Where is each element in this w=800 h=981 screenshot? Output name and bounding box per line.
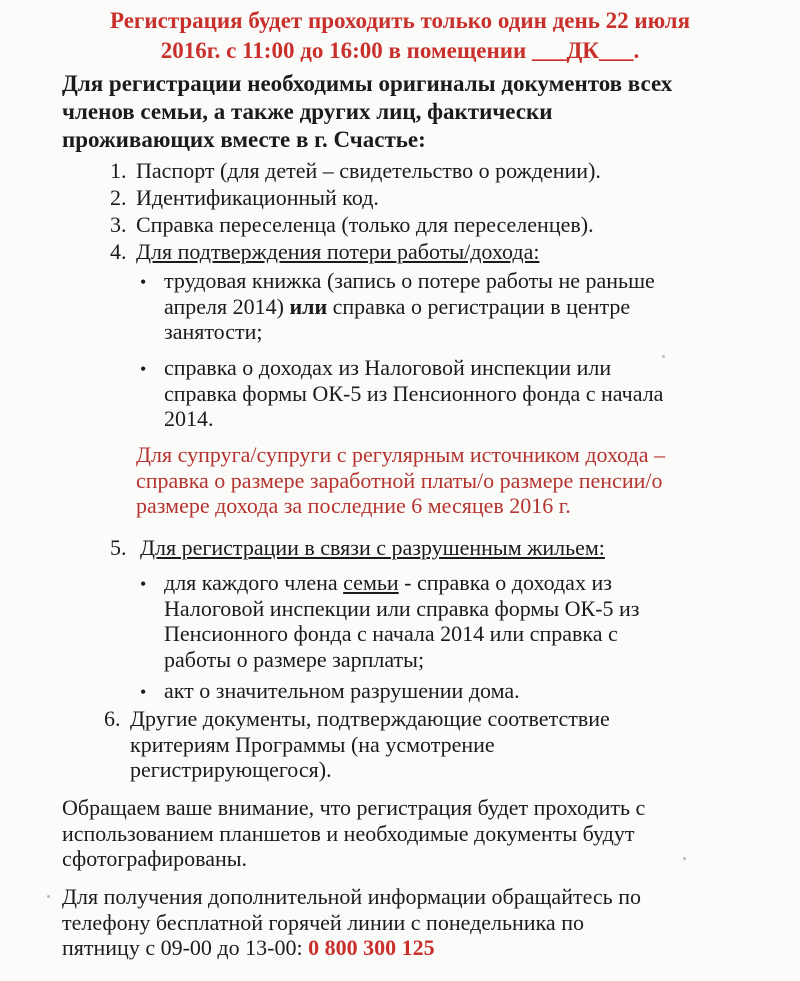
item-text: Справка переселенца (только для переселенцев). xyxy=(136,212,594,237)
item-text xyxy=(130,706,610,783)
bullet-destruction-act: акт о значительном разрушении дома. xyxy=(164,678,520,703)
item-number: 6. xyxy=(104,706,121,731)
bullet-line xyxy=(164,294,655,320)
scan-speck xyxy=(683,857,686,860)
bullet-line: справка о доходах из Налоговой инспекции или xyxy=(164,355,612,380)
intro-line-2: членов семьи, а также других лиц, фактически xyxy=(62,99,553,124)
note-line: размере дохода за последние 6 месяцев 2016 г. xyxy=(136,493,571,518)
scan-speck xyxy=(662,355,665,358)
tablet-notice-paragraph xyxy=(62,795,645,872)
contact-line: Для получения дополнительной информации обращайтесь по xyxy=(62,884,641,909)
bullet-line: 2014. xyxy=(164,406,214,431)
item-heading: Для подтверждения потери работы/дохода: xyxy=(136,239,540,264)
notice-line: сфотографированы. xyxy=(62,846,248,871)
bullet-bold-or: или xyxy=(289,293,328,319)
intro-paragraph xyxy=(62,70,782,154)
item-line: регистрирующегося). xyxy=(130,757,332,782)
bullet-line: работы о размере зарплаты; xyxy=(164,646,425,672)
item-number: 4. xyxy=(110,239,127,264)
scan-speck xyxy=(47,895,50,898)
bullet-line: трудовая книжка (запись о потере работы не раньше xyxy=(164,268,655,293)
item-number: 2. xyxy=(110,185,127,210)
bullet-line: справка формы ОК-5 из Пенсионного фонда с начала xyxy=(164,380,664,406)
bullet-icon: • xyxy=(140,682,147,702)
bullet-text-part: апреля 2014) xyxy=(164,293,290,319)
item-number: 3. xyxy=(110,212,127,237)
bullet-income-certificate xyxy=(164,355,663,432)
bullet-line: занятости; xyxy=(164,319,263,344)
headline-line-2: 2016г. с 11:00 до 16:00 в помещении ___ДК___. xyxy=(160,38,640,63)
hotline-contact-paragraph xyxy=(62,884,641,961)
item-line: критериям Программы (на усмотрение xyxy=(130,731,495,757)
bullet-line xyxy=(164,570,639,596)
bullet-text-part: - справка о доходах из xyxy=(398,570,612,595)
item-text: Паспорт (для детей – свидетельство о рождении). xyxy=(136,158,601,183)
bullet-icon: • xyxy=(140,574,147,594)
item-number: 5. xyxy=(110,535,127,560)
note-line: справка о размере заработной платы/о размере пенсии/о xyxy=(136,467,663,493)
headline-line-1: Регистрация будет проходить только один день 22 июля xyxy=(109,8,691,33)
bullet-family-income xyxy=(164,570,639,672)
bullet-text-part: для каждого члена xyxy=(164,570,344,595)
note-line: Для супруга/супруги с регулярным источником дохода – xyxy=(136,442,665,467)
bullet-underlined-family: семьи xyxy=(343,570,399,595)
bullet-line: Налоговой инспекции или справка формы ОК-5 из xyxy=(164,595,640,621)
intro-line-1: Для регистрации необходимы оригиналы документов всех xyxy=(62,71,673,96)
contact-line xyxy=(62,935,641,961)
item-heading: Для регистрации в связи с разрушенным жильем: xyxy=(140,535,605,560)
notice-line: Обращаем ваше внимание, что регистрация будет проходить с xyxy=(62,795,646,820)
bullet-text-part: справка о регистрации в центре xyxy=(327,293,631,319)
spouse-income-note xyxy=(136,442,665,519)
contact-hours: пятницу с 09-00 до 13-00: xyxy=(62,935,309,960)
item-line: Другие документы, подтверждающие соответствие xyxy=(130,706,610,731)
registration-headline xyxy=(0,6,800,66)
item-text: Идентификационный код. xyxy=(136,185,379,210)
bullet-line: Пенсионного фонда с начала 2014 или справка с xyxy=(164,621,618,646)
notice-line: использованием планшетов и необходимые документы будут xyxy=(62,820,635,846)
hotline-phone-number: 0 800 300 125 xyxy=(308,935,435,960)
bullet-employment-record xyxy=(164,268,655,345)
bullet-icon: • xyxy=(140,359,147,379)
bullet-icon: • xyxy=(140,272,147,292)
item-number: 1. xyxy=(110,158,127,183)
contact-line: телефону бесплатной горячей линии с понедельника по xyxy=(62,909,584,935)
intro-line-3: проживающих вместе в г. Счастье: xyxy=(62,127,426,152)
